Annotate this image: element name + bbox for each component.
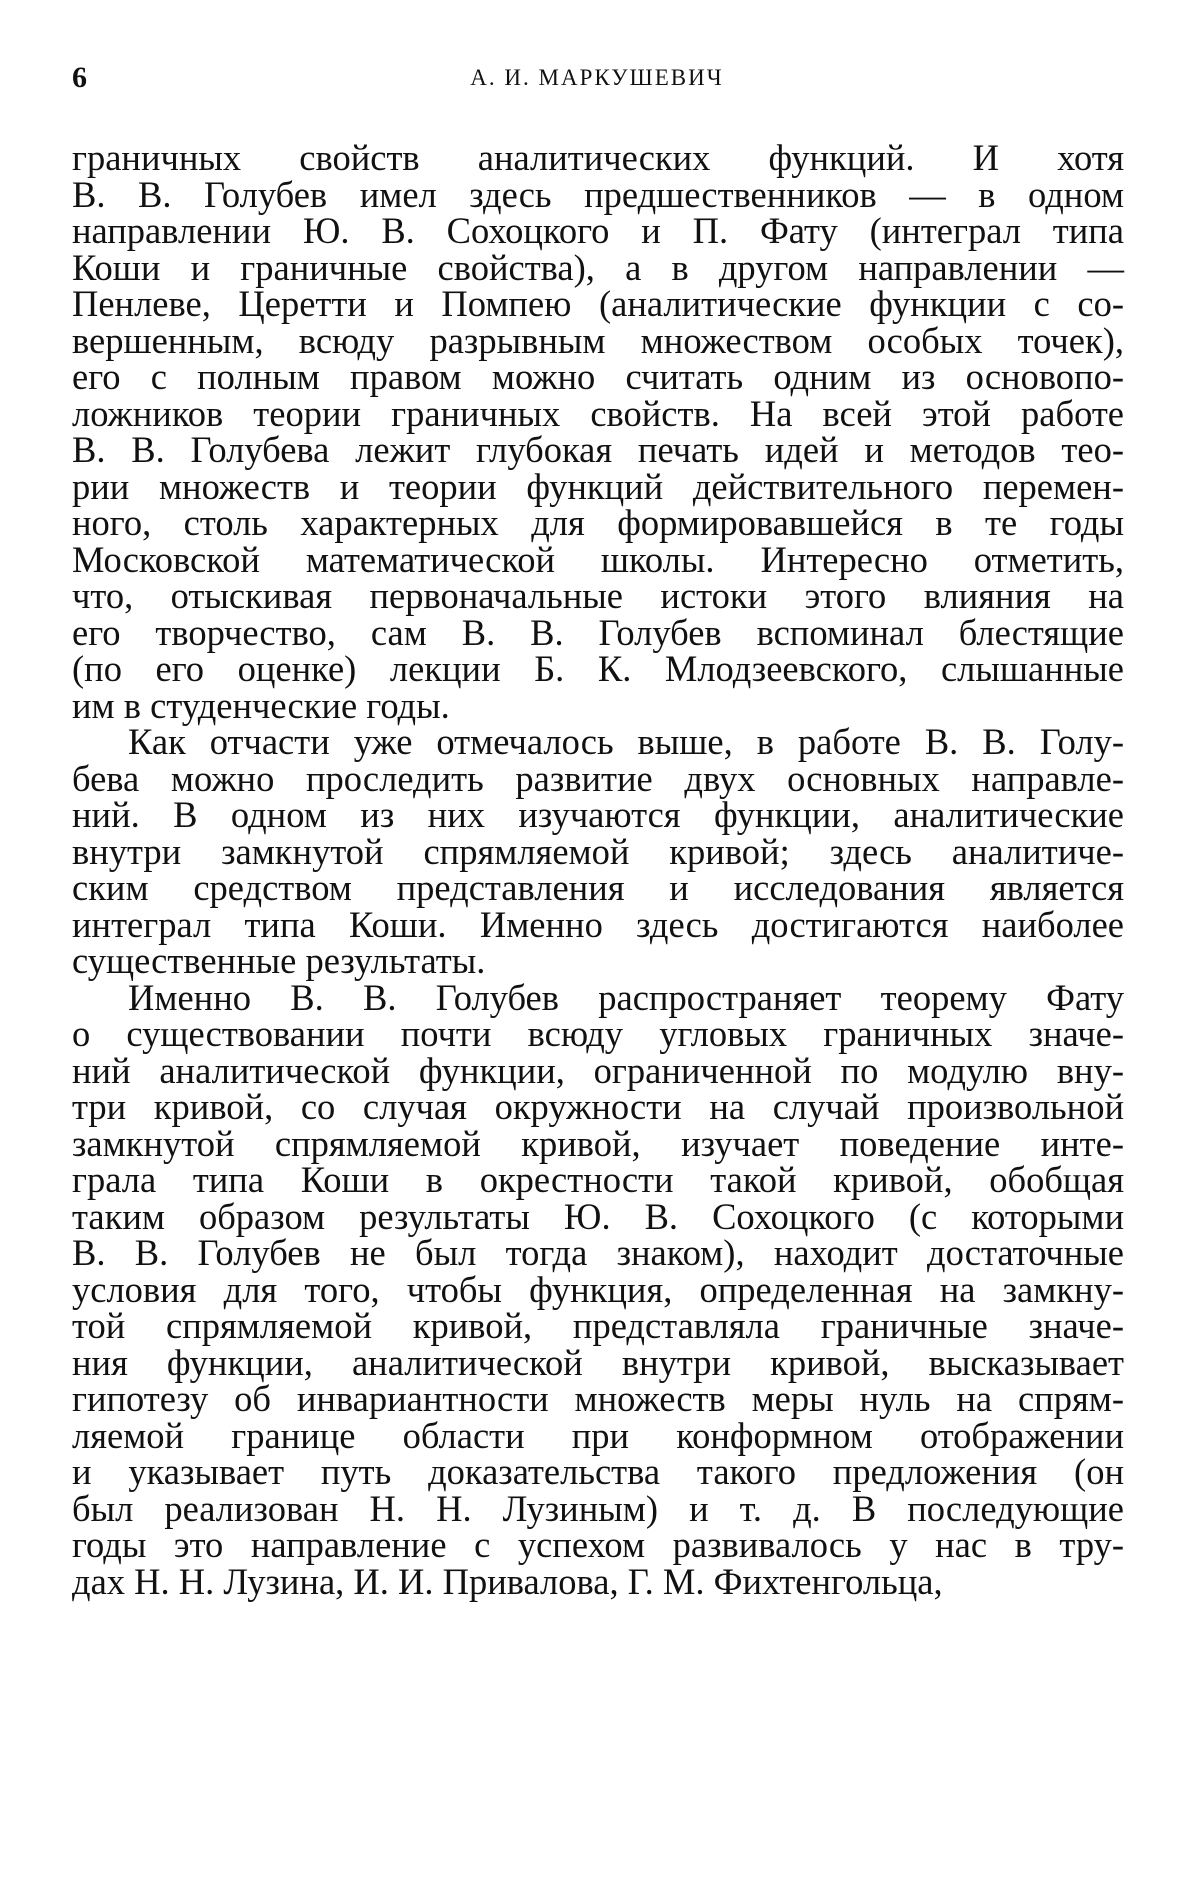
paragraph-1: [72, 137, 1124, 726]
text-line: три кривой, со случая окружности на случай произвольной: [72, 1086, 1124, 1127]
text-line: существенные результаты.: [72, 940, 486, 981]
text-line: В. В. Голубева лежит глубокая печать идей и методов тео-: [72, 429, 1124, 470]
text-line: (по его оценке) лекции Б. К. Млодзеевского, слышанные: [72, 648, 1124, 689]
page-number: 6: [72, 61, 87, 94]
text-line: был реализован Н. Н. Лузиным) и т. д. В последующие: [72, 1487, 1124, 1529]
text-line: и указывает путь доказательства такого предложения (он: [72, 1451, 1124, 1492]
text-line: ний аналитической функции, ограниченной по модулю вну-: [72, 1049, 1124, 1091]
text-line: направлении Ю. В. Сохоцкого и П. Фату (интеграл типа: [72, 210, 1124, 251]
text-line: Пенлеве, Церетти и Помпею (аналитические функции с со-: [72, 283, 1124, 324]
text-line: В. В. Голубев имел здесь предшественников — в одном: [72, 173, 1124, 215]
text-line: ния функции, аналитической внутри кривой, высказывает: [72, 1341, 1124, 1383]
text-line: ляемой границе области при конформном отображении: [72, 1414, 1124, 1456]
text-line: Коши и граничные свойства), а в другом направлении —: [72, 246, 1124, 288]
text-line: Московской математической школы. Интересно отметить,: [72, 538, 1124, 580]
text-line: Именно В. В. Голубев распространяет теорему Фату: [128, 976, 1124, 1018]
body-text: [72, 137, 1124, 1602]
text-line: Как отчасти уже отмечалось выше, в работе В. В. Голу-: [128, 721, 1124, 762]
text-line: В. В. Голубев не был тогда знаком), находит достаточные: [72, 1232, 1124, 1273]
text-line: бева можно проследить развитие двух основных направле-: [72, 757, 1124, 799]
text-line: его с полным правом можно считать одним из основопо-: [72, 356, 1124, 397]
text-line: его творчество, сам В. В. Голубев вспоминал блестящие: [72, 611, 1124, 653]
text-line: ским средством представления и исследования является: [72, 867, 1124, 908]
running-title: А. И. МАРКУШЕВИЧ: [470, 65, 724, 90]
text-line: внутри замкнутой спрямляемой кривой; здесь аналитиче-: [72, 830, 1124, 872]
text-line: что, отыскивая первоначальные истоки этого влияния на: [72, 575, 1124, 616]
text-line: дах Н. Н. Лузина, И. И. Привалова, Г. М. Фихтенгольца,: [72, 1560, 943, 1602]
text-line: той спрямляемой кривой, представляла граничные значе-: [72, 1305, 1124, 1346]
text-line: им в студенческие годы.: [72, 684, 450, 726]
text-line: вершенным, всюду разрывным множеством особых точек),: [72, 319, 1124, 361]
text-line: о существовании почти всюду угловых граничных значе-: [72, 1013, 1124, 1054]
text-line: граничных свойств аналитических функций. И хотя: [72, 137, 1124, 178]
text-line: рии множеств и теории функций действительного перемен-: [72, 465, 1124, 507]
text-line: интеграл типа Коши. Именно здесь достигаются наиболее: [72, 903, 1124, 945]
text-line: гипотезу об инвариантности множеств меры нуль на спрям-: [72, 1378, 1124, 1419]
text-line: условия для того, чтобы функция, определенная на замкну-: [72, 1268, 1124, 1310]
text-line: замкнутой спрямляемой кривой, изучает поведение инте-: [72, 1122, 1124, 1164]
running-head: [72, 58, 1122, 98]
text-line: грала типа Коши в окрестности такой кривой, обобщая: [72, 1159, 1124, 1200]
text-line: таким образом результаты Ю. В. Сохоцкого (с которыми: [72, 1195, 1124, 1237]
paragraph-2: [72, 721, 1124, 981]
text-line: годы это направление с успехом развивалось у нас в тру-: [72, 1524, 1124, 1565]
text-line: ложников теории граничных свойств. На всей этой работе: [72, 392, 1124, 434]
paragraph-3: [72, 976, 1124, 1602]
text-line: ного, столь характерных для формировавшейся в те годы: [72, 502, 1124, 543]
text-line: ний. В одном из них изучаются функции, аналитические: [72, 794, 1124, 835]
